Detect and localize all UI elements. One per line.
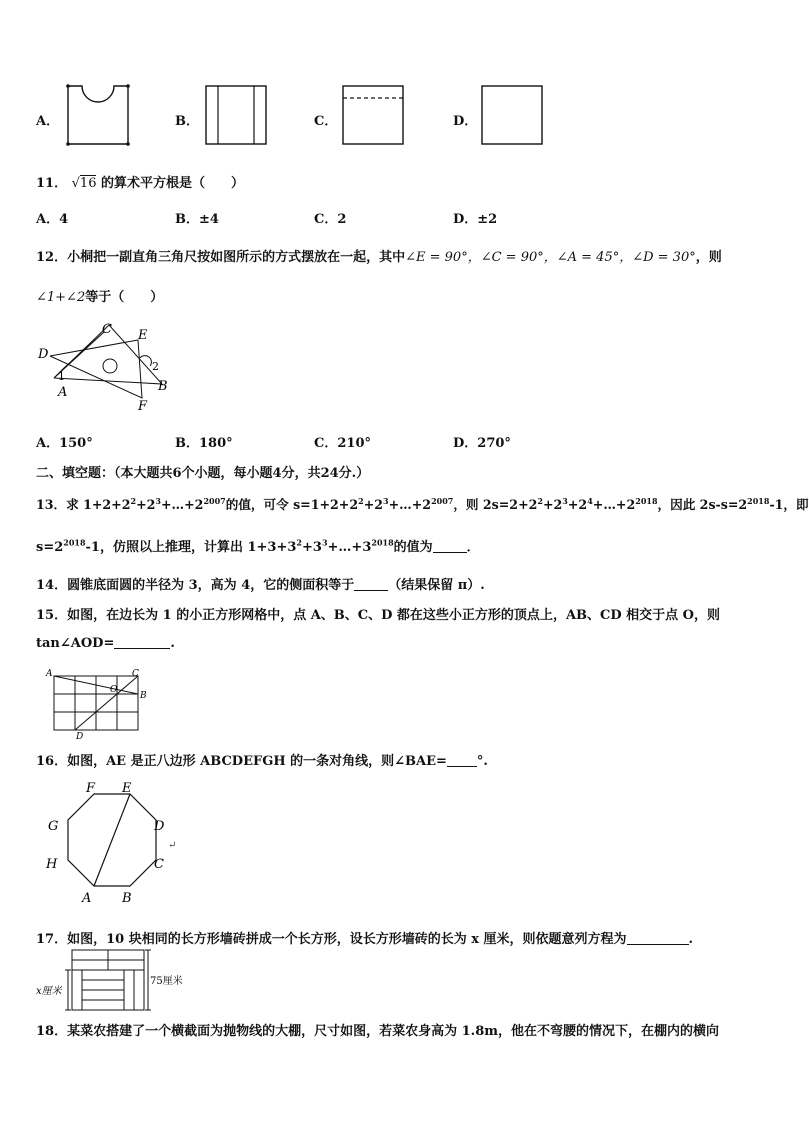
q13-line1: [36, 494, 809, 513]
q11-number: 11．: [36, 176, 68, 191]
q12-label-1: 1: [58, 370, 65, 383]
q13-text: ，因此 2s-s=2: [657, 497, 748, 512]
q12-label-a: A: [58, 385, 68, 400]
q13-text: -1，仿照以上推理，计算出 1+3+3: [85, 540, 297, 555]
q11-option-a: A．4: [36, 212, 69, 227]
q13-exp: 2018: [747, 495, 770, 506]
q13-text: 的值为: [393, 540, 433, 555]
q16-return-mark: ↵: [168, 840, 177, 851]
q16-label-f: F: [86, 781, 96, 796]
q13-text: -1，即: [769, 497, 809, 512]
q12-option-c: C．210°: [314, 436, 371, 451]
q15-label-b: B: [140, 691, 147, 701]
q13-exp: 4: [587, 495, 593, 506]
q13-text: +2: [567, 497, 588, 512]
q17-tail: .: [688, 932, 694, 947]
q10-option-a-figure: [62, 82, 134, 148]
q13-number: 13．: [36, 497, 67, 512]
q15-label-a: A: [46, 669, 53, 679]
q14-tail: （结果保留 π）.: [388, 578, 485, 593]
q12-stem-line1: [36, 246, 722, 265]
q13-exp: 3: [383, 495, 389, 506]
q10-option-b-figure: [200, 82, 272, 148]
q12-option-d: D．270°: [453, 436, 511, 451]
q11-radicand: 16: [79, 176, 97, 191]
q13-answer-blank[interactable]: [433, 540, 467, 553]
q17-answer-blank[interactable]: [627, 932, 689, 945]
q13-text: ．: [466, 540, 480, 555]
q10-option-d-label: D．: [453, 114, 478, 129]
q15-text: tan∠AOD=: [36, 636, 115, 651]
q15-answer-blank[interactable]: [114, 636, 170, 649]
q12-label-f: F: [138, 399, 148, 414]
q14-text: 圆锥底面圆的半径为 3，高为 4，它的侧面积等于: [67, 578, 355, 593]
q15-grid-figure: [44, 666, 148, 742]
q11-option-b: B．±4: [175, 212, 219, 227]
q17-bricks-figure: [34, 948, 194, 1014]
q13-text: +2: [542, 497, 563, 512]
q15-text: 如图，在边长为 1 的小正方形网格中，点 A、B、C、D 都在这些小正方形的顶点上，AB、CD 相交于点 O，则: [67, 608, 721, 623]
q10-option-b-label: B．: [175, 114, 199, 129]
q17-label-x-cm: x厘米: [36, 986, 62, 997]
q12-label-b: B: [158, 379, 168, 394]
q11-option-c: C．2: [314, 212, 347, 227]
q12-label-d: D: [38, 347, 49, 362]
q17-text: 如图，10 块相同的长方形墙砖拼成一个长方形，设长方形墙砖的长为 x 厘米，则依题意列方程为: [67, 932, 627, 947]
q11-stem: [36, 172, 244, 191]
q13-exp: 3: [562, 495, 568, 506]
q13-exp: 2018: [63, 537, 86, 548]
q12-option-a: A．150°: [36, 436, 93, 451]
section2-title: 二、填空题：（本大题共6个小题，每小题4分，共24分.）: [36, 466, 370, 481]
q12-stem-line2: [36, 286, 163, 305]
q11-text: 的算术平方根是（ ）: [101, 176, 245, 191]
q17-stem: [36, 928, 693, 947]
q13-text: +…+2: [388, 497, 432, 512]
q16-stem: [36, 750, 488, 769]
q13-text: +…+2: [592, 497, 636, 512]
q13-exp: 3: [321, 537, 328, 548]
q12-text-before: 小桐把一副直角三角尺按如图所示的方式摆放在一起，其中: [67, 250, 406, 265]
q13-text: +2: [363, 497, 384, 512]
q18-stem: [36, 1020, 719, 1039]
q11-option-d: D．±2: [453, 212, 498, 227]
q15-label-d: D: [76, 732, 84, 742]
q13-text: +3: [302, 540, 322, 555]
q16-label-d: D: [154, 819, 165, 834]
q12-label-2: 2: [152, 360, 159, 373]
q12-line2-tail: 等于（ ）: [85, 290, 164, 305]
q18-text: 某菜农搭建了一个横截面为抛物线的大棚，尺寸如图，若菜农身高为 1.8m，他在不弯腰的情况下，在棚内的横向: [67, 1024, 719, 1039]
q14-answer-blank[interactable]: [354, 578, 388, 591]
q16-number: 16．: [36, 754, 68, 769]
q16-label-a: A: [82, 891, 92, 906]
q15-line1: [36, 604, 720, 623]
q15-line2: [36, 636, 175, 651]
q16-label-g: G: [48, 819, 59, 834]
q13-exp: 2: [130, 495, 137, 506]
q16-label-e: E: [122, 781, 132, 796]
q13-text: +2: [136, 497, 156, 512]
q13-exp: 2018: [635, 495, 658, 506]
q13-line2: [36, 536, 480, 555]
q13-exp: 2: [537, 495, 543, 506]
q17-label-75cm: 75厘米: [150, 976, 183, 987]
q13-exp: 2: [296, 537, 302, 548]
q16-text: 如图，AE 是正八边形 ABCDEFGH 的一条对角线，则∠BAE=: [67, 754, 447, 769]
q16-answer-blank[interactable]: [447, 754, 477, 767]
q13-text: +…+3: [327, 540, 372, 555]
q16-label-h: H: [46, 857, 58, 872]
q13-exp: 2: [358, 495, 364, 506]
q12-text-after: ，则: [695, 250, 722, 265]
q13-text: ，则 2s=2+2: [453, 497, 538, 512]
q12-option-b: B．180°: [175, 436, 233, 451]
q12-conditions: ∠E = 90°，∠C = 90°，∠A = 45°，∠D = 30°: [405, 250, 696, 265]
q12-label-c: C: [102, 322, 112, 337]
q13-exp: 3: [155, 495, 161, 506]
q10-option-c-figure: [338, 82, 410, 148]
q15-number: 15．: [36, 608, 68, 623]
q13-exp: 2007: [203, 495, 226, 506]
q15-label-o: O: [110, 685, 118, 695]
q15-text: .: [170, 636, 175, 651]
q16-tail: °.: [476, 754, 488, 769]
q13-text: 求 1+2+2: [66, 497, 131, 512]
q11-radical: √16: [71, 176, 97, 191]
q13-text: s=2: [36, 540, 64, 555]
q10-option-a-label: A．: [36, 114, 60, 129]
q13-exp: 2018: [371, 537, 394, 548]
q14-number: 14．: [36, 578, 68, 593]
q10-option-d-figure: [476, 82, 548, 148]
q12-triangles-figure: [34, 318, 174, 414]
q17-number: 17．: [36, 932, 68, 947]
q14-stem: [36, 574, 485, 593]
q12-angle-sum: ∠1+∠2: [36, 290, 86, 305]
q16-label-c: C: [154, 857, 164, 872]
q12-number: 12．: [36, 250, 68, 265]
q13-text: 的值，可令 s=1+2+2: [225, 497, 359, 512]
q12-label-e: E: [138, 328, 148, 343]
q13-exp: 2007: [431, 495, 454, 506]
q10-option-c-label: C．: [314, 114, 338, 129]
q15-label-c: C: [132, 669, 139, 679]
q18-number: 18．: [36, 1024, 68, 1039]
q13-text: +…+2: [160, 497, 204, 512]
q16-label-b: B: [122, 891, 132, 906]
q16-octagon-figure: [36, 778, 186, 906]
